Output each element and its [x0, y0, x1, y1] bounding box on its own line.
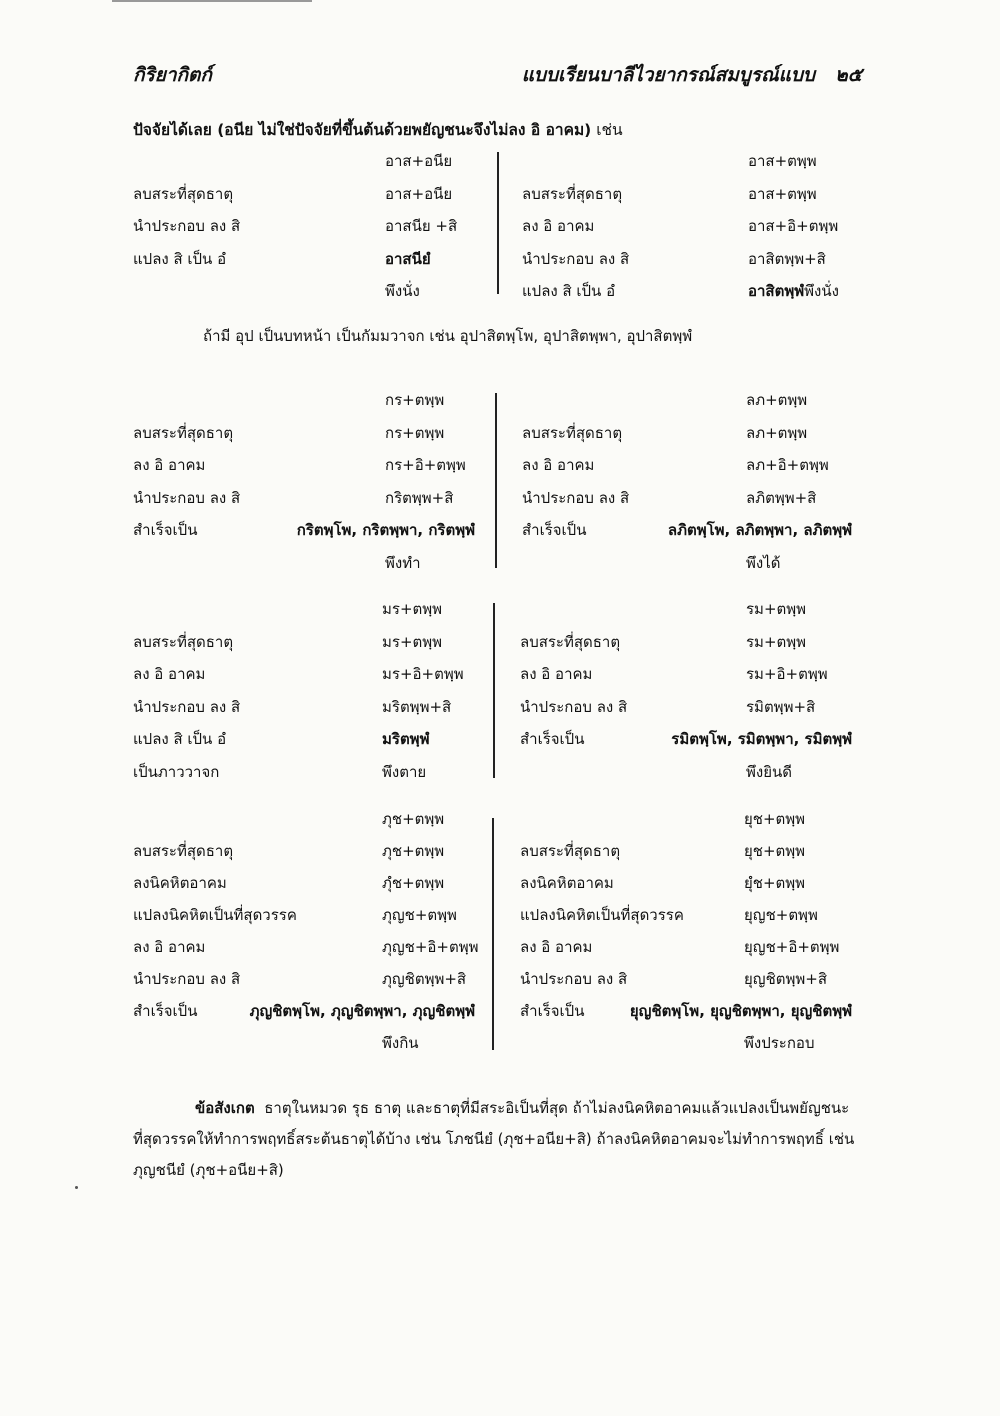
derivation-form: ยุช+ตพฺพ	[744, 810, 806, 828]
derivation-step: สำเร็จเป็น	[133, 521, 198, 540]
derivation-step: ลงนิคหิตอาคม	[133, 874, 227, 892]
derivation-form: ยุช+ตพฺพ	[744, 842, 806, 860]
derivation-form: มร+ตพฺพ	[382, 600, 443, 618]
intro-bold: ปัจจัยได้เลย (อนีย ไม่ใช่ปัจจัยที่ขึ้นต้นด้วยพยัญชนะจึงไม่ลง อิ อาคม)	[133, 121, 592, 139]
derivation-form: กริตพฺพ+สิ	[385, 488, 454, 507]
derivation-step: นำประกอบ ลง สิ	[133, 217, 241, 235]
derivation-step: ลบสระที่สุดธาตุ	[520, 632, 621, 651]
derivation-form: รม+ตพฺพ	[746, 632, 807, 651]
derivation-form: ยุญช+อิ+ตพฺพ	[744, 938, 840, 956]
derivation-form: กร+ตพฺพ	[385, 423, 445, 442]
derivation-form: พึงยินดี	[746, 763, 792, 781]
derivation-form: อาส+อิ+ตพฺพ	[748, 217, 839, 235]
derivation-form: ยุญชิตพฺพ+สิ	[744, 970, 827, 988]
derivation-form: รม+ตพฺพ	[746, 600, 807, 618]
derivation-form: อาส+ตพฺพ	[748, 152, 817, 170]
column-divider	[495, 393, 497, 568]
derivation-step: ลบสระที่สุดธาตุ	[133, 423, 234, 442]
derivation-form: มริตพฺพ+สิ	[382, 697, 452, 716]
derivation-result: กริตพฺโพ, กริตพฺพา, กริตพฺพํ	[296, 521, 475, 540]
derivation-result: รมิตพฺโพ, รมิตพฺพา, รมิตพฺพํ	[671, 730, 852, 749]
derivation-step: ลง อิ อาคม	[522, 456, 595, 475]
derivation-form: ภุญชิตพฺพ+สิ	[382, 970, 467, 988]
derivation-result: อาสิตพฺพํพึงนั่ง	[748, 282, 839, 300]
derivation-step: ลบสระที่สุดธาตุ	[133, 184, 234, 203]
derivation-form: ลภ+ตพฺพ	[746, 391, 808, 409]
derivation-result: อาสนียํ	[385, 249, 431, 268]
derivation-step: นำประกอบ ลง สิ	[522, 249, 630, 268]
derivation-result: ยุญชิตพฺโพ, ยุญชิตพฺพา, ยุญชิตพฺพํ	[629, 1002, 852, 1020]
derivation-step: นำประกอบ ลง สิ	[133, 697, 241, 716]
derivation-result: มริตพฺพํ	[382, 730, 430, 749]
derivation-step: นำประกอบ ลง สิ	[520, 970, 628, 988]
derivation-form: พึงกิน	[382, 1034, 419, 1052]
derivation-result: ภุญชิตพฺโพ, ภุญชิตพฺพา, ภุญชิตพฺพํ	[249, 1002, 475, 1020]
observation-paragraph	[133, 1093, 863, 1186]
derivation-step: สำเร็จเป็น	[133, 1002, 198, 1020]
derivation-form: พึงทำ	[385, 554, 421, 572]
derivation-form: รม+อิ+ตพฺพ	[746, 665, 828, 684]
derivation-form: พึงประกอบ	[744, 1034, 815, 1052]
derivation-step: ลง อิ อาคม	[133, 938, 206, 956]
derivation-form: มร+อิ+ตพฺพ	[382, 665, 464, 684]
derivation-form: ยุํช+ตพฺพ	[744, 874, 806, 892]
derivation-step: แปลงนิคหิตเป็นที่สุดวรรค	[133, 906, 297, 924]
derivation-step: นำประกอบ ลง สิ	[522, 488, 630, 507]
derivation-step: แปลง สิ เป็น อํ	[133, 249, 227, 268]
derivation-step: ลบสระที่สุดธาตุ	[133, 842, 234, 860]
derivation-form: อาส+อนีย	[385, 152, 453, 170]
note-upa: ถ้ามี อุป เป็นบทหน้า เป็นกัมมวาจก เช่น อุปาสิตพฺโพ, อุปาสิตพฺพา, อุปาสิตพฺพํ	[203, 327, 693, 345]
derivation-form: มร+ตพฺพ	[382, 632, 443, 651]
derivation-form: พึงตาย	[382, 763, 427, 781]
derivation-step: ลง อิ อาคม	[520, 938, 593, 956]
derivation-form: อาส+อนีย	[385, 184, 453, 203]
derivation-step: แปลง สิ เป็น อํ	[522, 282, 616, 300]
top-rule	[112, 0, 312, 2]
derivation-form: ลภ+ตพฺพ	[746, 423, 808, 442]
column-divider	[492, 818, 494, 1050]
derivation-step: นำประกอบ ลง สิ	[520, 697, 628, 716]
derivation-form: พึงได้	[746, 554, 781, 572]
derivation-form: ภุญช+ตพฺพ	[382, 906, 457, 924]
derivation-form: ยุญช+ตพฺพ	[744, 906, 818, 924]
derivation-step: ลง อิ อาคม	[520, 665, 593, 684]
derivation-step: เป็นภาววาจก	[133, 763, 220, 781]
derivation-step: ลง อิ อาคม	[133, 665, 206, 684]
derivation-step: สำเร็จเป็น	[522, 521, 587, 540]
derivation-step: แปลง สิ เป็น อํ	[133, 730, 227, 749]
derivation-form: ภุช+ตพฺพ	[382, 810, 445, 828]
derivation-step: ลง อิ อาคม	[522, 217, 595, 235]
running-head-right: แบบเรียนบาลีไวยากรณ์สมบูรณ์แบบ	[521, 64, 815, 86]
page-number: ๒๕	[835, 64, 862, 86]
derivation-step: ลงนิคหิตอาคม	[520, 874, 614, 892]
derivation-step: ลบสระที่สุดธาตุ	[133, 632, 234, 651]
derivation-step: นำประกอบ ลง สิ	[133, 488, 241, 507]
observation-label: ข้อสังเกต	[195, 1099, 255, 1117]
derivation-result: ลภิตพฺโพ, ลภิตพฺพา, ลภิตพฺพํ	[667, 521, 852, 540]
derivation-form: ภุญช+อิ+ตพฺพ	[382, 938, 479, 956]
derivation-form: อาส+ตพฺพ	[748, 184, 817, 203]
derivation-meaning: พึงนั่ง	[804, 282, 839, 300]
column-divider	[497, 152, 499, 294]
derivation-step: สำเร็จเป็น	[520, 730, 585, 749]
speck	[75, 1186, 78, 1189]
derivation-form: ภุํช+ตพฺพ	[382, 874, 445, 892]
derivation-form: ลภิตพฺพ+สิ	[746, 488, 817, 507]
derivation-form: กร+ตพฺพ	[385, 391, 445, 409]
derivation-step: ลง อิ อาคม	[133, 456, 206, 475]
derivation-form: รมิตพฺพ+สิ	[746, 697, 816, 716]
observation-text: ธาตุในหมวด รุธ ธาตุ และธาตุที่มีสระอิเป็นที่สุด ถ้าไม่ลงนิคหิตอาคมแล้วแปลงเป็นพยัญชนะที่สุดวรรคให้ทำการพฤทธิ์สระต้นธาตุได้บ้าง เช่น โภชนียํ (ภุช+อนีย+สิ) ถ้าลงนิคหิตอาคมจะไม่ทำการพฤทธิ์ เช่น ภุญชนียํ (ภุช+อนีย+สิ)	[133, 1099, 855, 1179]
derivation-form: กร+อิ+ตพฺพ	[385, 456, 466, 475]
derivation-form: อาสิตพฺพ+สิ	[748, 249, 826, 268]
intro-tail: เช่น	[596, 121, 623, 139]
derivation-step: ลบสระที่สุดธาตุ	[522, 184, 623, 203]
derivation-step: นำประกอบ ลง สิ	[133, 970, 241, 988]
derivation-step: สำเร็จเป็น	[520, 1002, 585, 1020]
column-divider	[493, 603, 495, 778]
derivation-step: ลบสระที่สุดธาตุ	[522, 423, 623, 442]
derivation-step: ลบสระที่สุดธาตุ	[520, 842, 621, 860]
derivation-step: แปลงนิคหิตเป็นที่สุดวรรค	[520, 906, 684, 924]
derivation-form: พึงนั่ง	[385, 282, 420, 300]
derivation-form: ภุช+ตพฺพ	[382, 842, 445, 860]
running-head-left: กิริยากิตก์	[133, 64, 212, 86]
intro-line	[133, 117, 623, 142]
derivation-form: ลภ+อิ+ตพฺพ	[746, 456, 829, 475]
derivation-form: อาสนีย +สิ	[385, 217, 458, 235]
